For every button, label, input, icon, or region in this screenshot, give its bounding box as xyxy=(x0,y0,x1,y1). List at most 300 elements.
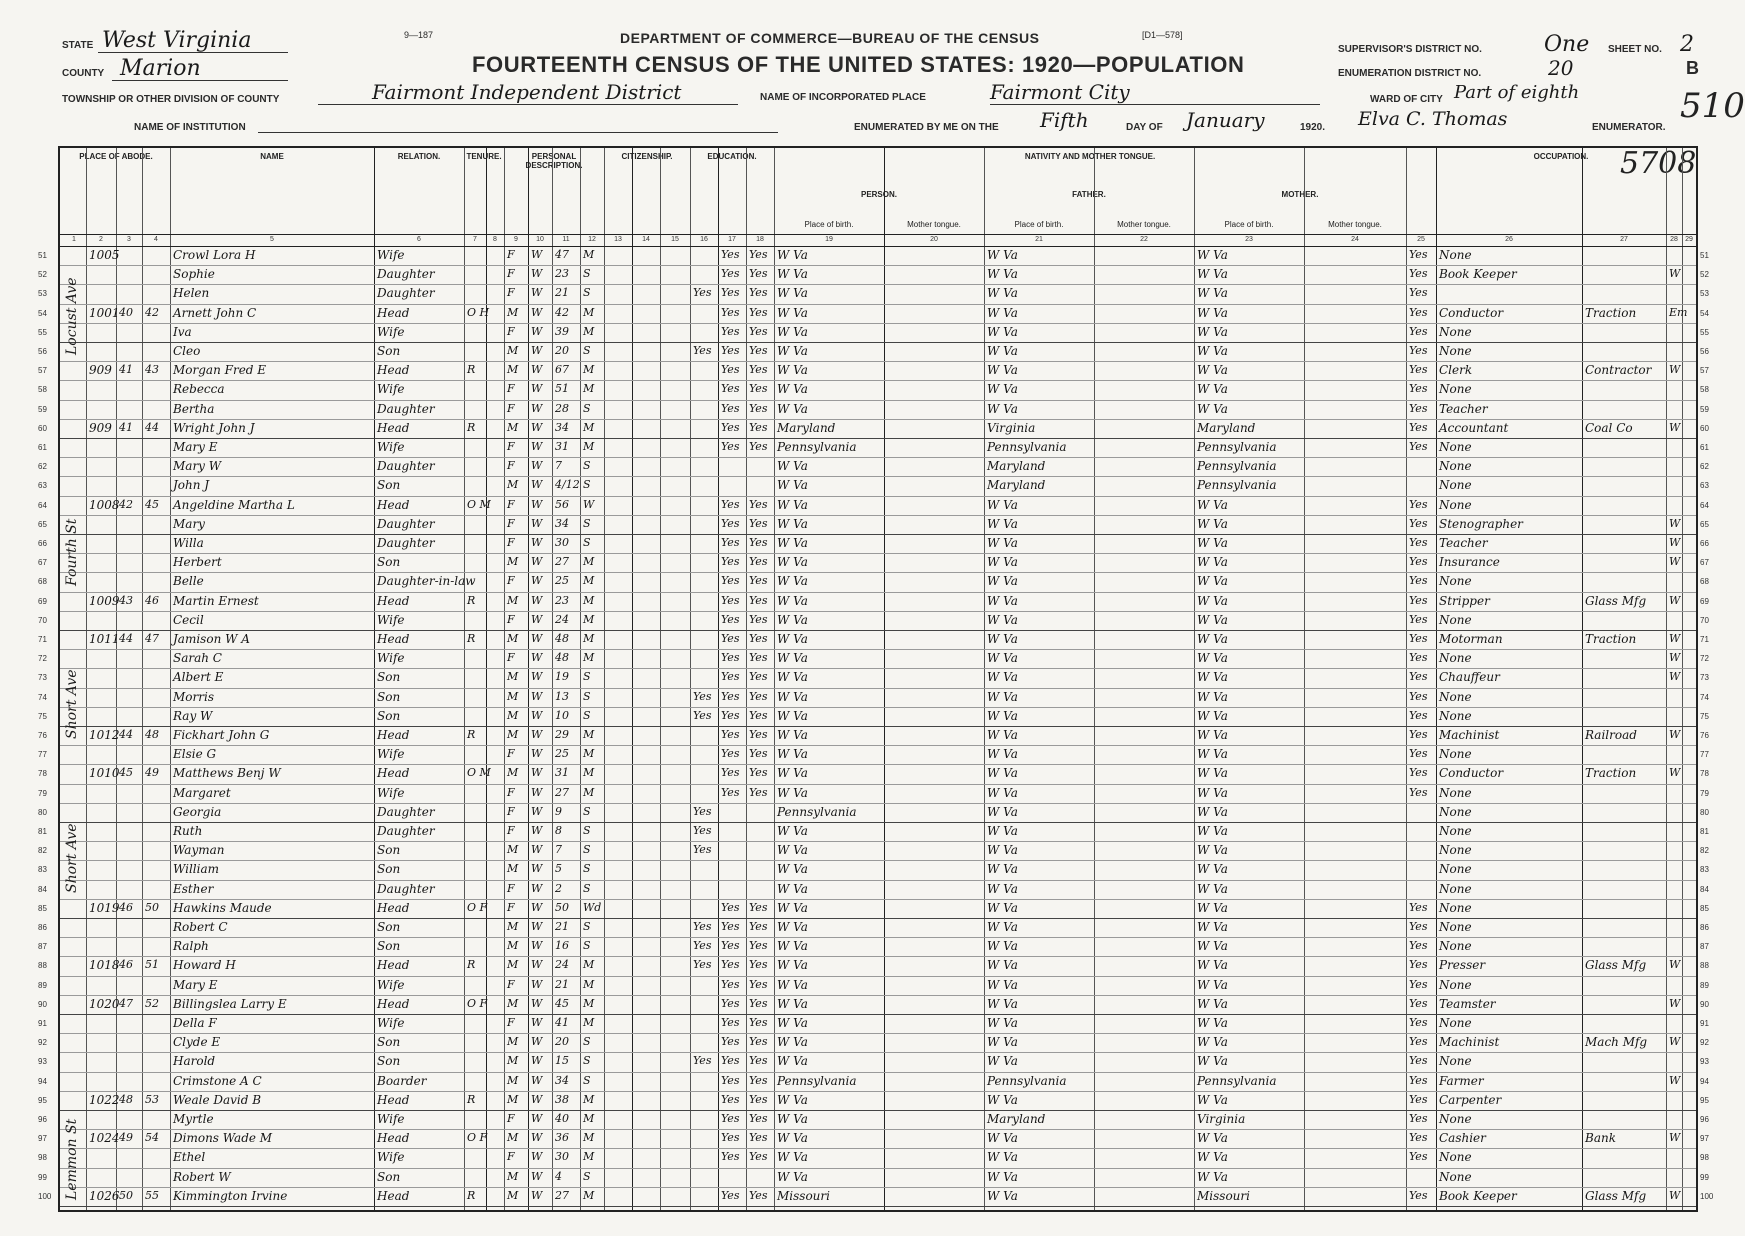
cell-dw: 45 xyxy=(119,766,133,780)
line-number: 56 xyxy=(38,347,47,356)
cell-race: W xyxy=(531,900,543,914)
cell-read: Yes xyxy=(721,1073,740,1087)
cell-name: Crimstone A C xyxy=(173,1073,262,1088)
sheet-value: 2 xyxy=(1680,32,1694,57)
cell-birth: W Va xyxy=(777,958,808,973)
cell-fbirth: W Va xyxy=(987,939,1018,954)
cell-mbirth: W Va xyxy=(1197,1092,1228,1107)
cell-dw: 48 xyxy=(119,1092,133,1106)
cell-write: Yes xyxy=(749,612,768,626)
cell-write: Yes xyxy=(749,1112,768,1125)
person-birth-heading: Place of birth. xyxy=(804,220,854,229)
cell-emp: W xyxy=(1669,728,1681,741)
cell-mbirth: W Va xyxy=(1197,536,1228,550)
cell-dw: 46 xyxy=(119,958,133,972)
cell-fbirth: W Va xyxy=(987,824,1018,838)
cell-name: Cleo xyxy=(173,344,201,358)
cell-mar: S xyxy=(583,939,591,953)
cell-write: Yes xyxy=(749,420,768,434)
cell-birth: W Va xyxy=(777,382,808,397)
cell-rel: Head xyxy=(377,1131,410,1146)
column-number: 22 xyxy=(1140,236,1148,243)
column-number: 19 xyxy=(825,236,833,243)
line-number: 66 xyxy=(38,539,47,548)
father-heading: FATHER. xyxy=(1072,190,1106,199)
cell-rel: Head xyxy=(377,1092,410,1107)
cell-school: Yes xyxy=(693,843,712,857)
cell-age: 34 xyxy=(555,1073,569,1087)
cell-rel: Wife xyxy=(377,1150,405,1165)
cell-ten: O M xyxy=(467,497,491,511)
cell-fbirth: W Va xyxy=(987,286,1018,301)
cell-rel: Son xyxy=(377,1035,401,1050)
cell-read: Yes xyxy=(721,1092,740,1106)
cell-birth: W Va xyxy=(777,555,808,570)
stamp-number-2: 5708 xyxy=(1620,146,1697,181)
cell-mar: S xyxy=(583,286,591,300)
cell-write: Yes xyxy=(749,286,768,300)
cell-house: 1009 xyxy=(89,593,120,608)
cell-dw: 47 xyxy=(119,996,133,1010)
cell-sex: F xyxy=(507,785,515,799)
cell-birth: W Va xyxy=(777,459,808,474)
line-number-right: 96 xyxy=(1700,1115,1709,1124)
column-number: 28 xyxy=(1670,236,1678,243)
line-number-right: 84 xyxy=(1700,884,1709,894)
cell-occ: None xyxy=(1439,785,1472,800)
cell-mar: M xyxy=(583,1016,595,1029)
cell-name: Mary xyxy=(173,516,205,531)
column-number: 29 xyxy=(1685,236,1693,243)
line-number-right: 94 xyxy=(1700,1076,1709,1086)
enumeration-label: ENUMERATION DISTRICT NO. xyxy=(1338,68,1482,79)
line-number: 75 xyxy=(38,711,47,721)
cell-read: Yes xyxy=(721,689,740,703)
tenure-heading: TENURE. xyxy=(466,152,502,161)
mother-tongue-heading: Mother tongue. xyxy=(1328,220,1382,229)
cell-age: 2 xyxy=(555,881,562,895)
cell-age: 27 xyxy=(555,1188,569,1202)
form-code: [D1—578] xyxy=(1142,30,1183,40)
cell-birth: W Va xyxy=(777,612,808,627)
cell-age: 21 xyxy=(555,920,569,933)
line-number-right: 59 xyxy=(1700,404,1709,414)
cell-occ: None xyxy=(1439,248,1472,262)
line-number-right: 79 xyxy=(1700,788,1709,798)
cell-birth: W Va xyxy=(777,766,808,781)
ward-value: Part of eighth xyxy=(1454,82,1580,103)
cell-mbirth: W Va xyxy=(1197,363,1228,378)
cell-ind: Traction xyxy=(1585,766,1637,781)
cell-occ: Conductor xyxy=(1439,766,1504,781)
cell-race: W xyxy=(531,708,543,722)
cell-race: W xyxy=(531,1035,543,1049)
cell-ten: O F xyxy=(467,900,488,914)
cell-write: Yes xyxy=(749,344,768,357)
line-number: 74 xyxy=(38,692,47,702)
line-number: 76 xyxy=(38,731,47,740)
cell-school: Yes xyxy=(693,1054,712,1068)
cell-fbirth: W Va xyxy=(987,804,1018,819)
day-of-label: DAY OF xyxy=(1126,122,1163,133)
cell-race: W xyxy=(531,440,543,453)
sheet-letter: B xyxy=(1686,58,1699,78)
cell-eng: Yes xyxy=(1409,420,1428,434)
cell-age: 4 xyxy=(555,1169,562,1183)
line-number-right: 58 xyxy=(1700,385,1709,395)
cell-mar: M xyxy=(583,632,595,645)
cell-read: Yes xyxy=(721,996,740,1010)
cell-name: Albert E xyxy=(173,670,224,685)
cell-name: William xyxy=(173,862,220,877)
cell-sex: F xyxy=(507,497,515,511)
cell-birth: W Va xyxy=(777,1054,808,1069)
cell-mbirth: W Va xyxy=(1197,555,1228,570)
cell-race: W xyxy=(531,1073,543,1087)
occupation-heading: OCCUPATION. xyxy=(1533,152,1589,161)
line-number: 63 xyxy=(38,481,47,491)
cell-write: Yes xyxy=(749,574,768,588)
column-number: 8 xyxy=(493,236,497,243)
cell-race: W xyxy=(531,651,543,665)
cell-race: W xyxy=(531,305,543,319)
cell-rel: Son xyxy=(377,920,401,934)
cell-mbirth: W Va xyxy=(1197,824,1228,838)
cell-rel: Son xyxy=(377,689,401,704)
place-label: NAME OF INCORPORATED PLACE xyxy=(760,92,926,103)
cell-mbirth: W Va xyxy=(1197,785,1228,800)
cell-age: 34 xyxy=(555,420,569,434)
cell-occ: Cashier xyxy=(1439,1131,1486,1146)
cell-age: 23 xyxy=(555,593,569,607)
line-number-right: 78 xyxy=(1700,769,1709,779)
street-label: Locust Ave xyxy=(64,277,80,356)
cell-write: Yes xyxy=(749,689,768,703)
township-value: Fairmont Independent District xyxy=(372,80,682,104)
cell-fbirth: W Va xyxy=(987,632,1018,646)
cell-sex: M xyxy=(507,996,519,1010)
cell-mbirth: W Va xyxy=(1197,324,1228,339)
cell-sex: F xyxy=(507,1112,515,1125)
cell-write: Yes xyxy=(749,996,768,1010)
cell-emp: W xyxy=(1669,1035,1681,1049)
cell-race: W xyxy=(531,1188,543,1202)
cell-mbirth: W Va xyxy=(1197,267,1228,282)
cell-ten: O F xyxy=(467,996,488,1010)
cell-age: 28 xyxy=(555,401,569,415)
cell-rel: Wife xyxy=(377,1016,405,1030)
cell-mbirth: W Va xyxy=(1197,651,1228,666)
cell-mar: M xyxy=(583,1092,595,1106)
cell-mbirth: W Va xyxy=(1197,804,1228,819)
cell-sex: M xyxy=(507,728,519,741)
cell-emp: W xyxy=(1669,1073,1681,1087)
cell-house: 1024 xyxy=(89,1131,120,1146)
cell-birth: W Va xyxy=(777,344,808,358)
cell-write: Yes xyxy=(749,632,768,645)
cell-rel: Head xyxy=(377,593,410,608)
cell-age: 19 xyxy=(555,670,569,684)
cell-birth: W Va xyxy=(777,305,808,320)
cell-write: Yes xyxy=(749,382,768,396)
cell-sex: F xyxy=(507,382,515,396)
cell-race: W xyxy=(531,1054,543,1068)
cell-age: 25 xyxy=(555,574,569,588)
line-number: 67 xyxy=(38,558,47,568)
cell-race: W xyxy=(531,862,543,876)
line-number: 100 xyxy=(38,1191,52,1201)
cell-rel: Son xyxy=(377,555,401,570)
cell-race: W xyxy=(531,420,543,434)
cell-mbirth: W Va xyxy=(1197,382,1228,397)
cell-occ: Teamster xyxy=(1439,996,1496,1011)
cell-occ: None xyxy=(1439,344,1472,358)
cell-write: Yes xyxy=(749,267,768,281)
cell-sex: M xyxy=(507,305,519,319)
cell-occ: None xyxy=(1439,804,1472,819)
cell-write: Yes xyxy=(749,1188,768,1202)
column-number: 6 xyxy=(417,236,421,243)
line-number: 98 xyxy=(38,1153,47,1163)
cell-sex: F xyxy=(507,248,515,261)
cell-fam: 48 xyxy=(145,728,159,741)
line-number-right: 74 xyxy=(1700,692,1709,702)
cell-read: Yes xyxy=(721,440,740,453)
cell-mar: M xyxy=(583,1188,595,1202)
cell-race: W xyxy=(531,555,543,569)
cell-school: Yes xyxy=(693,286,712,300)
cell-mbirth: W Va xyxy=(1197,881,1228,896)
column-number: 18 xyxy=(756,236,764,243)
county-label: COUNTY xyxy=(62,68,105,79)
line-number: 84 xyxy=(38,884,47,894)
cell-race: W xyxy=(531,670,543,684)
cell-occ: None xyxy=(1439,689,1472,704)
cell-fbirth: W Va xyxy=(987,344,1018,358)
cell-age: 42 xyxy=(555,305,569,319)
cell-read: Yes xyxy=(721,248,740,261)
cell-read: Yes xyxy=(721,401,740,415)
cell-mar: S xyxy=(583,862,591,876)
cell-name: Robert W xyxy=(173,1169,231,1184)
cell-mar: S xyxy=(583,516,591,530)
cell-house: 1001 xyxy=(89,305,120,320)
cell-age: 21 xyxy=(555,286,569,300)
cell-occ: Teacher xyxy=(1439,536,1488,550)
cell-sex: M xyxy=(507,1035,519,1049)
cell-rel: Head xyxy=(377,900,410,915)
cell-fbirth: W Va xyxy=(987,267,1018,282)
cell-sex: M xyxy=(507,478,519,492)
cell-rel: Wife xyxy=(377,651,405,666)
line-number: 96 xyxy=(38,1115,47,1124)
column-number: 24 xyxy=(1351,236,1359,243)
cell-occ: None xyxy=(1439,1150,1472,1165)
cell-mbirth: W Va xyxy=(1197,939,1228,954)
cell-read: Yes xyxy=(721,785,740,799)
cell-birth: W Va xyxy=(777,1016,808,1030)
cell-name: Georgia xyxy=(173,804,222,819)
cell-age: 48 xyxy=(555,632,569,645)
cell-fbirth: Pennsylvania xyxy=(987,440,1067,454)
cell-read: Yes xyxy=(721,651,740,665)
cell-race: W xyxy=(531,286,543,300)
cell-fbirth: W Va xyxy=(987,593,1018,608)
cell-race: W xyxy=(531,478,543,492)
cell-mar: M xyxy=(583,574,595,588)
cell-mbirth: W Va xyxy=(1197,1169,1228,1184)
cell-dw: 49 xyxy=(119,1131,133,1145)
cell-age: 13 xyxy=(555,689,569,703)
cell-name: Myrtle xyxy=(173,1112,214,1126)
cell-rel: Head xyxy=(377,958,410,973)
cell-eng: Yes xyxy=(1409,286,1428,300)
cell-rel: Son xyxy=(377,478,401,493)
cell-write: Yes xyxy=(749,324,768,338)
cell-occ: None xyxy=(1439,920,1472,934)
census-table xyxy=(38,146,1714,1212)
cell-fbirth: W Va xyxy=(987,574,1018,589)
cell-race: W xyxy=(531,804,543,818)
cell-sex: M xyxy=(507,862,519,876)
cell-fam: 42 xyxy=(145,305,159,319)
cell-mbirth: W Va xyxy=(1197,843,1228,858)
column-number: 11 xyxy=(562,236,570,243)
cell-race: W xyxy=(531,1016,543,1029)
cell-read: Yes xyxy=(721,939,740,953)
cell-write: Yes xyxy=(749,401,768,415)
cell-write: Yes xyxy=(749,1150,768,1164)
cell-fbirth: W Va xyxy=(987,728,1018,742)
person-heading: PERSON. xyxy=(860,190,897,199)
cell-rel: Daughter xyxy=(377,401,435,416)
cell-mbirth: Pennsylvania xyxy=(1197,1073,1277,1088)
cell-read: Yes xyxy=(721,536,740,549)
cell-name: Wright John J xyxy=(173,420,255,435)
cell-sex: F xyxy=(507,267,515,281)
cell-birth: W Va xyxy=(777,1035,808,1050)
cell-name: Ralph xyxy=(173,939,209,954)
cell-age: 21 xyxy=(555,977,569,991)
cell-name: Ruth xyxy=(173,824,203,838)
cell-mbirth: Missouri xyxy=(1197,1188,1250,1203)
relation-heading: RELATION. xyxy=(397,152,441,161)
cell-birth: W Va xyxy=(777,785,808,800)
cell-race: W xyxy=(531,497,543,511)
cell-age: 48 xyxy=(555,651,569,665)
abode-heading: PLACE OF ABODE. xyxy=(79,152,153,161)
cell-name: John J xyxy=(173,478,210,493)
cell-eng: Yes xyxy=(1409,1150,1428,1164)
cell-rel: Daughter xyxy=(377,516,435,531)
cell-birth: W Va xyxy=(777,996,808,1011)
cell-mbirth: W Va xyxy=(1197,248,1228,262)
cell-mar: S xyxy=(583,478,591,492)
cell-birth: Pennsylvania xyxy=(777,1073,857,1088)
cell-race: W xyxy=(531,344,543,357)
cell-mar: S xyxy=(583,459,591,473)
cell-read: Yes xyxy=(721,363,740,377)
cell-name: Weale David B xyxy=(173,1092,262,1107)
cell-birth: W Va xyxy=(777,670,808,685)
cell-birth: W Va xyxy=(777,363,808,378)
line-number: 85 xyxy=(38,903,47,913)
form-number: 9—187 xyxy=(404,30,434,40)
cell-eng: Yes xyxy=(1409,1112,1428,1125)
cell-name: Bertha xyxy=(173,401,215,416)
cell-house: 1026 xyxy=(89,1188,120,1203)
cell-rel: Wife xyxy=(377,785,405,800)
cell-write: Yes xyxy=(749,977,768,991)
cell-occ: None xyxy=(1439,1016,1472,1030)
cell-ten: R xyxy=(467,728,476,741)
cell-dw: 44 xyxy=(119,728,133,741)
cell-sex: M xyxy=(507,1092,519,1106)
cell-mbirth: W Va xyxy=(1197,670,1228,685)
cell-fbirth: W Va xyxy=(987,747,1018,762)
cell-read: Yes xyxy=(721,977,740,991)
cell-birth: W Va xyxy=(777,324,808,339)
cell-mbirth: W Va xyxy=(1197,593,1228,608)
cell-mar: M xyxy=(583,977,595,991)
cell-birth: W Va xyxy=(777,267,808,282)
cell-write: Yes xyxy=(749,248,768,261)
column-number: 1 xyxy=(72,236,76,243)
line-number: 77 xyxy=(38,750,47,760)
cell-fam: 46 xyxy=(145,593,159,607)
cell-sex: M xyxy=(507,1188,519,1202)
cell-fam: 45 xyxy=(145,497,159,511)
cell-rel: Daughter xyxy=(377,804,435,819)
cell-rel: Daughter xyxy=(377,881,435,896)
line-number: 87 xyxy=(38,942,47,952)
cell-sex: M xyxy=(507,420,519,434)
cell-emp: W xyxy=(1669,267,1681,281)
cell-sex: F xyxy=(507,459,515,473)
cell-fbirth: W Va xyxy=(987,382,1018,397)
cell-dw: 41 xyxy=(119,363,133,377)
cell-fbirth: W Va xyxy=(987,862,1018,877)
cell-name: Ray W xyxy=(173,708,213,723)
cell-eng: Yes xyxy=(1409,651,1428,665)
cell-write: Yes xyxy=(749,900,768,914)
cell-mbirth: Pennsylvania xyxy=(1197,478,1277,493)
cell-eng: Yes xyxy=(1409,612,1428,626)
cell-write: Yes xyxy=(749,939,768,953)
cell-school: Yes xyxy=(693,920,712,933)
cell-name: Mary E xyxy=(173,440,218,454)
cell-name: Willa xyxy=(173,536,204,550)
cell-race: W xyxy=(531,920,543,933)
column-number: 14 xyxy=(642,236,650,243)
cell-emp: W xyxy=(1669,670,1681,684)
cell-school: Yes xyxy=(693,804,712,818)
cell-eng: Yes xyxy=(1409,689,1428,703)
cell-rel: Wife xyxy=(377,248,405,262)
cell-mar: S xyxy=(583,1054,591,1068)
cell-fam: 47 xyxy=(145,632,159,645)
cell-occ: Stripper xyxy=(1439,593,1490,608)
cell-emp: W xyxy=(1669,593,1681,607)
cell-eng: Yes xyxy=(1409,324,1428,338)
cell-occ: None xyxy=(1439,574,1472,589)
cell-name: Elsie G xyxy=(173,747,217,762)
column-number: 15 xyxy=(671,236,679,243)
cell-mar: M xyxy=(583,363,595,377)
line-number: 79 xyxy=(38,788,47,798)
cell-age: 51 xyxy=(555,382,569,396)
cell-read: Yes xyxy=(721,708,740,722)
